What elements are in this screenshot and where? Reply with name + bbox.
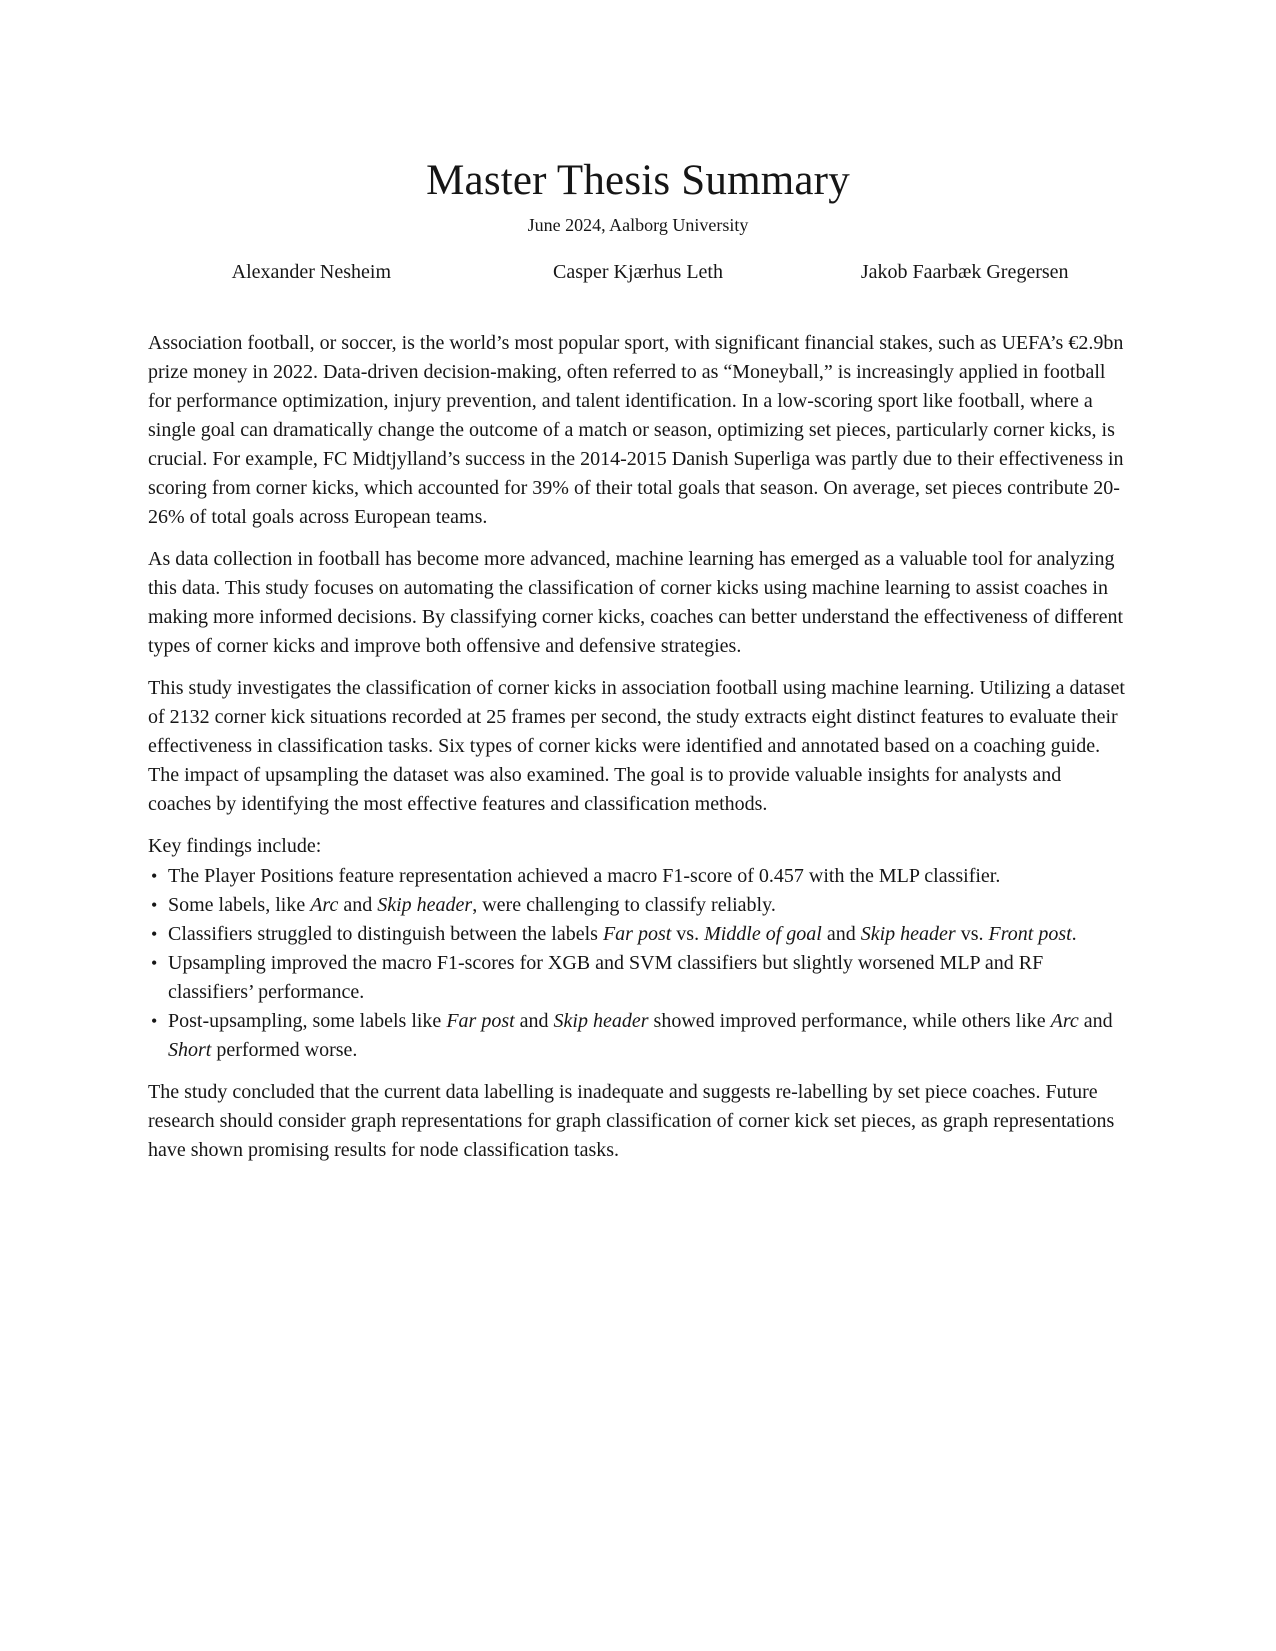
- text-run: .: [1071, 923, 1077, 946]
- paragraph-study-overview: [148, 674, 1128, 819]
- key-findings-label: Key findings include:: [148, 835, 322, 858]
- finding-item-5: [148, 1007, 1128, 1065]
- text-run: , were challenging to classify reliably.: [472, 894, 776, 917]
- paragraph-conclusion: [148, 1078, 1128, 1165]
- text-run: showed improved performance, while others like: [648, 1010, 1051, 1033]
- finding-item-4: [148, 949, 1128, 1007]
- key-findings-list: [148, 862, 1128, 1065]
- paragraph-introduction: [148, 329, 1128, 532]
- italic-text-run: Far post: [446, 1010, 515, 1033]
- finding-item-1: [148, 862, 1128, 891]
- text-run: Upsampling improved the macro F1-scores for XGB and SVM classifiers but slightly worsened MLP and RF classifiers’ performance.: [168, 952, 1044, 1004]
- italic-text-run: Skip header: [860, 923, 956, 946]
- text-run: This study investigates the classification of corner kicks in association football using machine learning. Utilizing a dataset of 2132 corner kick situations recorded at 25 frames per second, the study extracts eight distinct features to evaluate their effectiveness in classification tasks. Six types of corner kicks were identified and annotated based on a coaching guide. The impact of upsampling the dataset was also examined. The goal is to provide valuable insights for analysts and coaches by identifying the most effective features and classification methods.: [148, 677, 1125, 816]
- italic-text-run: Front post: [988, 923, 1072, 946]
- finding-item-2: [148, 891, 1128, 920]
- italic-text-run: Arc: [310, 894, 339, 917]
- page-subtitle: June 2024, Aalborg University: [527, 215, 749, 236]
- author-name-1: Alexander Nesheim: [231, 261, 392, 284]
- text-run: performed worse.: [211, 1039, 358, 1062]
- paragraph-machine-learning: [148, 545, 1128, 661]
- text-run: and: [1078, 1010, 1113, 1033]
- document-body: [148, 329, 1128, 1165]
- italic-text-run: Arc: [1050, 1010, 1079, 1033]
- authors-row: [148, 261, 1128, 284]
- italic-text-run: Skip header: [377, 894, 473, 917]
- italic-text-run: Far post: [602, 923, 672, 946]
- finding-item-3: [148, 920, 1128, 949]
- page-title: Master Thesis Summary: [426, 157, 850, 204]
- text-run: The Player Positions feature representation achieved a macro F1-score of 0.457 with the MLP classifier.: [168, 865, 1001, 888]
- text-run: and: [338, 894, 378, 917]
- italic-text-run: Short: [168, 1039, 212, 1062]
- italic-text-run: Middle of goal: [704, 923, 822, 946]
- italic-text-run: Skip header: [553, 1010, 649, 1033]
- text-run: vs.: [671, 923, 705, 946]
- text-run: The study concluded that the current data labelling is inadequate and suggests re-labelling by set piece coaches. Future research should consider graph representations for graph classification of corner kick set pieces, as graph representations have shown promising results for node classification tasks.: [148, 1081, 1115, 1162]
- text-run: Some labels, like: [168, 894, 311, 917]
- text-run: Classifiers struggled to distinguish between the labels: [168, 923, 603, 946]
- text-run: and: [821, 923, 861, 946]
- text-run: vs.: [955, 923, 989, 946]
- text-run: As data collection in football has become more advanced, machine learning has emerged as a valuable tool for analyzing this data. This study focuses on automating the classification of corner kicks using machine learning to assist coaches in making more informed decisions. By classifying corner kicks, coaches can better understand the effectiveness of different types of corner kicks and improve both offensive and defensive strategies.: [148, 548, 1124, 658]
- text-run: Association football, or soccer, is the world’s most popular sport, with significant financial stakes, such as UEFA’s €2.9bn prize money in 2022. Data-driven decision-making, often referred to as “Moneyball,” is increasingly applied in football for performance optimization, injury prevention, and talent identification. In a low-scoring sport like football, where a single goal can dramatically change the outcome of a match or season, optimizing set pieces, particularly corner kicks, is crucial. For example, FC Midtjylland’s success in the 2014-2015 Danish Superliga was partly due to their effectiveness in scoring from corner kicks, which accounted for 39% of their total goals that season. On average, set pieces contribute 20-26% of total goals across European teams.: [148, 332, 1124, 529]
- author-name-3: Jakob Faarbæk Gregersen: [860, 261, 1069, 284]
- author-name-2: Casper Kjærhus Leth: [553, 261, 723, 284]
- text-run: and: [514, 1010, 554, 1033]
- text-run: Post-upsampling, some labels like: [168, 1010, 447, 1033]
